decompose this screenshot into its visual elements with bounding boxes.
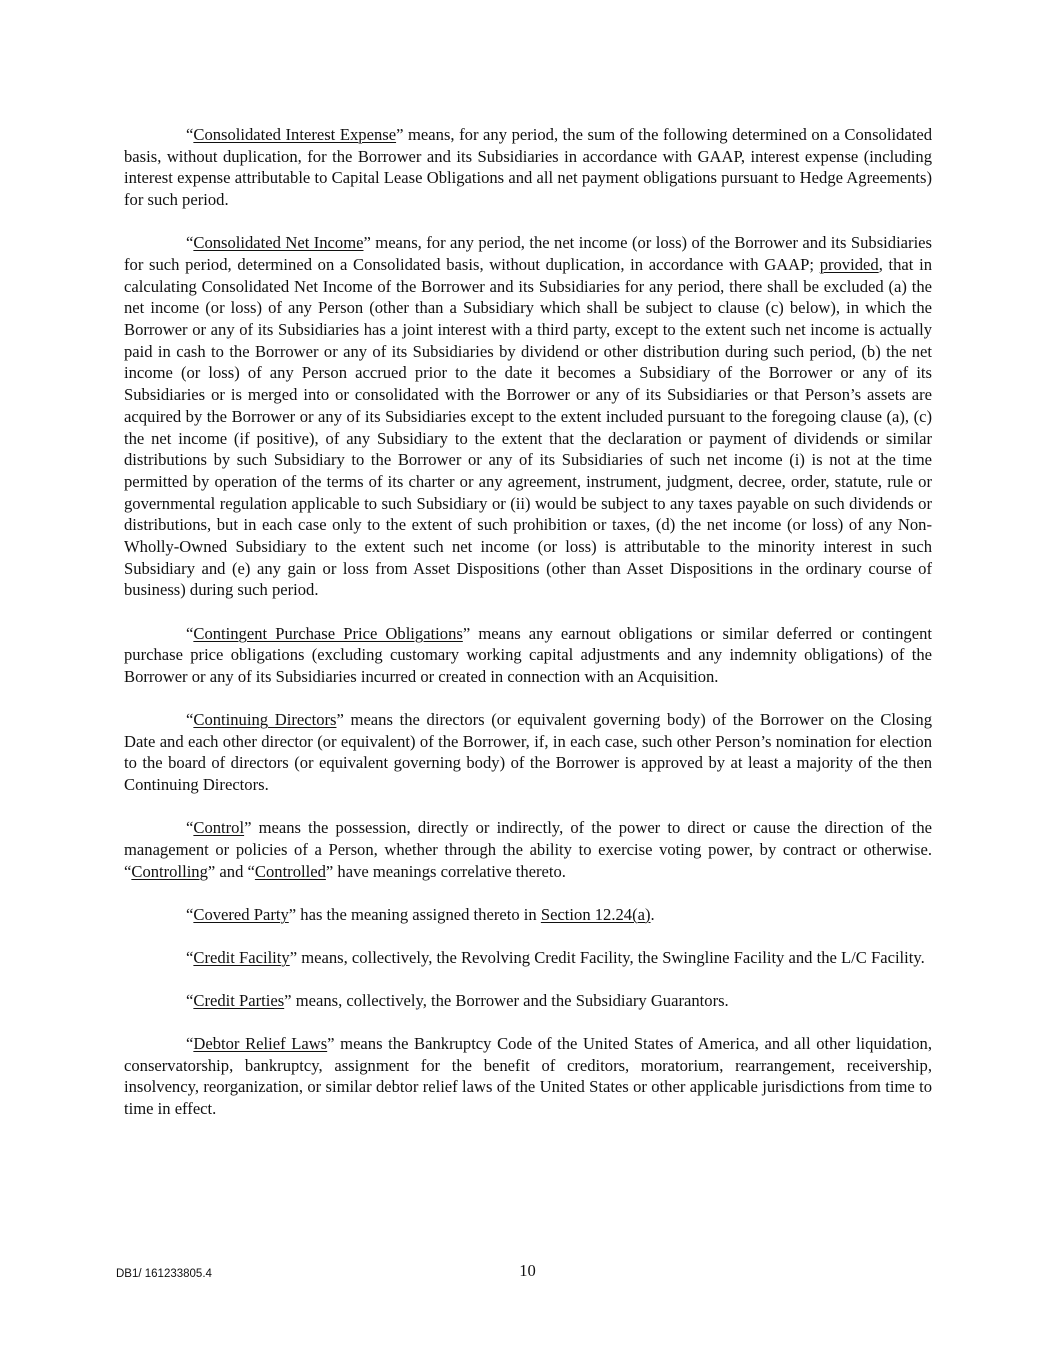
definition-text: means, collectively, the Revolving Credit Facility, the Swingline Facility and the L/C Facility. <box>297 947 925 967</box>
close-quote: ” <box>396 125 404 144</box>
open-quote: “ <box>186 710 194 730</box>
section-reference: Section 12.24(a) <box>540 904 651 924</box>
close-quote: ” <box>363 233 371 253</box>
open-quote: “ <box>186 947 194 967</box>
close-quote: ” <box>288 904 297 924</box>
open-quote: “ <box>186 1034 194 1054</box>
page-number: 10 <box>519 1261 536 1280</box>
open-quote: “ <box>186 818 194 838</box>
definition-debtor-relief-laws <box>124 1033 932 1120</box>
defined-term: Contingent Purchase Price Obligations <box>193 623 463 643</box>
defined-term: Covered Party <box>193 904 289 924</box>
definition-text: means the directors (or equivalent governing body) of the Borrower on the Closing Date and each other director (or equivalent) of the Borrower, if, in each case, such other Person’s nomination for election to the board of directors (or equivalent governing body) of the Borrower is approved by at least a majority of the then Continuing Directors. <box>124 710 932 795</box>
definition-text-continued: , that in calculating Consolidated Net Income of the Borrower and its Subsidiaries for any period, there shall be excluded (a) the net income (or loss) of any Person (other than a Subsidiary which shall be subject to clause (c) below), in which the Borrower or any of its Subsidiaries has a joint interest with a third party, except to the extent such net income is actually paid in cash to the Borrower or any of its Subsidiaries by dividend or other distribution during such period, (b) the net income (or loss) of any Person accrued prior to the date it becomes a Subsidiary of the Borrower or any of its Subsidiaries or is merged into or consolidated with the Borrower or any of its Subsidiaries or that Person’s assets are acquired by the Borrower or any of its Subsidiaries except to the extent included pursuant to the foregoing clause (a), (c) the net income (if positive), of any Subsidiary to the extent that the declaration or payment of dividends or similar distributions by such Subsidiary to the Borrower or any of its Subsidiaries of such net income (i) is not at the time permitted by operation of the terms of its charter or any agreement, instrument, judgment, decree, order, statute, rule or governmental regulation applicable to such Subsidiary or (ii) would be subject to any taxes payable on such dividends or distributions, but in each case only to the extent of such prohibition or taxes, (d) the net income (or loss) of any Non-Wholly-Owned Subsidiary to the extent such net income (or loss) is attributable to the minority interest in such Subsidiary and (e) any gain or loss from Asset Dispositions (other than Asset Dispositions in the ordinary course of business) during such period. <box>124 254 932 600</box>
defined-term-controlling: Controlling <box>131 861 208 881</box>
close-quote: ” <box>244 818 252 838</box>
definition-continuing-directors <box>124 709 932 796</box>
defined-term: Credit Facility <box>193 947 290 967</box>
definition-text: means any earnout obligations or similar deferred or contingent purchase price obligations (excluding customary working capital adjustments and any indemnity obligations) of the Borrower or any of its Subsidiaries incurred or created in connection with an Acquisition. <box>124 623 932 686</box>
definition-text: means the possession, directly or indirectly, of the power to direct or cause the direction of the management or policies of a Person, whether through the ability to exercise voting power, by contract or otherwise. “ <box>124 818 932 881</box>
definition-text: has the meaning assigned thereto in <box>296 904 541 924</box>
open-quote: “ <box>186 233 194 253</box>
definition-text: means, for any period, the sum of the following determined on a Consolidated basis, without duplication, for the Borrower and its Subsidiaries in accordance with GAAP, interest expense (including interest expense attributable to Capital Lease Obligations and all net payment obligations pursuant to Hedge Agreements) for such period. <box>124 125 932 210</box>
open-quote: “ <box>186 904 194 924</box>
defined-term: Continuing Directors <box>193 710 337 730</box>
definition-control <box>124 817 932 882</box>
open-quote: “ <box>186 125 194 144</box>
proviso-term: provided <box>819 254 879 274</box>
close-quote: ” <box>327 1034 335 1054</box>
defined-term: Consolidated Net Income <box>193 233 364 253</box>
definition-consolidated-interest-expense <box>124 124 932 211</box>
footer-document-id: DB1/ 161233805.4 <box>116 1268 212 1280</box>
definition-credit-facility <box>124 947 932 969</box>
definition-text: means, for any period, the net income (or loss) of the Borrower and its Subsidiaries for such period, determined on a Consolidated basis, without duplication, in accordance with GAAP; <box>124 233 932 274</box>
definition-text-end: ” have meanings correlative thereto. <box>325 861 566 881</box>
close-quote: ” <box>462 623 471 643</box>
defined-term: Debtor Relief Laws <box>193 1034 328 1054</box>
defined-term: Consolidated Interest Expense <box>193 125 397 144</box>
definition-consolidated-net-income <box>124 232 932 601</box>
definition-text-end: . <box>650 904 655 924</box>
defined-term: Control <box>193 818 245 838</box>
close-quote: ” <box>336 710 344 730</box>
defined-term: Credit Parties <box>193 990 285 1010</box>
definition-contingent-purchase-price-obligations <box>124 623 932 688</box>
defined-term-controlled: Controlled <box>254 861 326 881</box>
open-quote: “ <box>186 990 194 1010</box>
definition-text-continued: ” and “ <box>207 861 255 881</box>
definition-text: means the Bankruptcy Code of the United States of America, and all other liquidation, conservatorship, bankruptcy, assignment for the benefit of creditors, moratorium, rearrangement, receivership, insolvency, reorganization, or similar debtor relief laws of the United States or other applicable jurisdictions from time to time in effect. <box>124 1034 932 1119</box>
close-quote: ” <box>289 947 298 967</box>
definition-covered-party <box>124 904 932 926</box>
definitions-section <box>124 124 932 1141</box>
definition-credit-parties <box>124 990 932 1012</box>
open-quote: “ <box>186 623 194 643</box>
definition-text: means, collectively, the Borrower and the Subsidiary Guarantors. <box>291 990 729 1010</box>
close-quote: ” <box>284 990 292 1010</box>
